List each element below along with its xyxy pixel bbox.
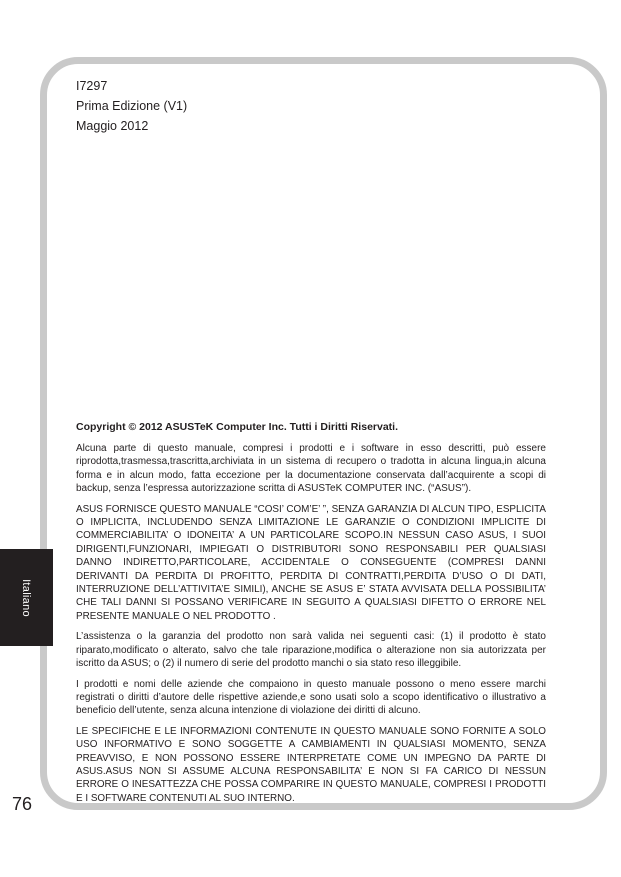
paragraph-disclaimer: ASUS FORNISCE QUESTO MANUALE “COSI’ COM’E’ ”, SENZA GARANZIA DI ALCUN TIPO, ESPLICITA O IMPLICITA, INCLUDENDO SENZA LIMITAZIONE LE GARANZIE O CONDIZIONI IMPLICITE DI COMMERCIABILITA’ O IDONEITA’ A UN PARTICOLARE SCOPO.IN NESSUN CASO ASUS, I SUOI DIRIGENTI,FUNZIONARI, IMPIEGATI O DISTRIBUTORI SONO RESPONSABILI PER QUALSIASI DANNO INDIRETTO,PARTICOLARE, ACCIDENTALE O CONSEGUENTE (COMPRESI DANNI DERIVANTI DA PERDITA DI PROFITTO, PERDITA DI CONTRATTI,PERDITA D’USO O DI DATI, INTERRUZIONE DELL’ATTIVITA’E SIMILI), ANCHE SE ASUS E’ STATA AVVISATA DELLA POSSIBILITA’ CHE TALI DANNI SI POSSANO VERIFICARE IN SEGUITO A QUALSIASI DIFETTO O ERRORE NEL PRESENTE MANUALE O NEL PRODOTTO . — [76, 503, 546, 622]
language-tab-label: Italiano — [20, 579, 32, 617]
page-number: 76 — [12, 794, 33, 814]
edition-label: Prima Edizione (V1) — [76, 99, 188, 113]
copyright-section — [76, 420, 546, 812]
language-tab — [0, 549, 53, 646]
paragraph-trademarks: I prodotti e nomi delle aziende che compaiono in questo manuale possono o meno essere marchi registrati o diritti d’autore delle rispettive aziende,e sono usati solo a scopo identificativo o illustrativo a beneficio dell’utente, senza alcuna intenzione di violazione dei diritti di alcuno. — [76, 678, 546, 717]
paragraph-reproduction: Alcuna parte di questo manuale, compresi i prodotti e i software in esso descritti, può essere riprodotta,trasmessa,trascritta,archiviata in un sistema di recupero o tradotta in alcuna lingua,in alcuna forma e in alcun modo, fatta eccezione per la documentazione conservata dall’acquirente a scopi di backup, senza l’espressa autorizzazione scritta di ASUSTeK COMPUTER INC. (“ASUS”). — [76, 443, 546, 495]
paragraph-warranty: L’assistenza o la garanzia del prodotto non sarà valida nei seguenti casi: (1) il prodotto è stato riparato,modificato o alterato, salvo che tale riparazione,modifica o alterazione non sia autorizzata per iscritto da ASUS; o (2) il numero di serie del prodotto manchi o sia stato reso illeggibile. — [76, 631, 546, 670]
publication-date: Maggio 2012 — [76, 119, 149, 133]
paragraph-specifications: LE SPECIFICHE E LE INFORMAZIONI CONTENUTE IN QUESTO MANUALE SONO FORNITE A SOLO USO INFORMATIVO E SONO SOGGETTE A CAMBIAMENTI IN QUALSIASI MOMENTO, SENZA PREAVVISO, E NON POSSONO ESSERE INTERPRETATE COME UN IMPEGNO DA PARTE DI ASUS.ASUS NON SI ASSUME ALCUNA RESPONSABILITA’ E NON SI FA CARICO DI NESSUN ERRORE O INESATTEZZA CHE POSSA COMPARIRE IN QUESTO MANUALE, COMPRESI I PRODOTTI E I SOFTWARE CONTENUTI AL SUO INTERNO. — [76, 725, 546, 804]
document-meta — [76, 76, 187, 136]
document-code: I7297 — [76, 79, 108, 93]
copyright-heading: Copyright © 2012 ASUSTeK Computer Inc. Tutti i Diritti Riservati. — [76, 421, 399, 433]
